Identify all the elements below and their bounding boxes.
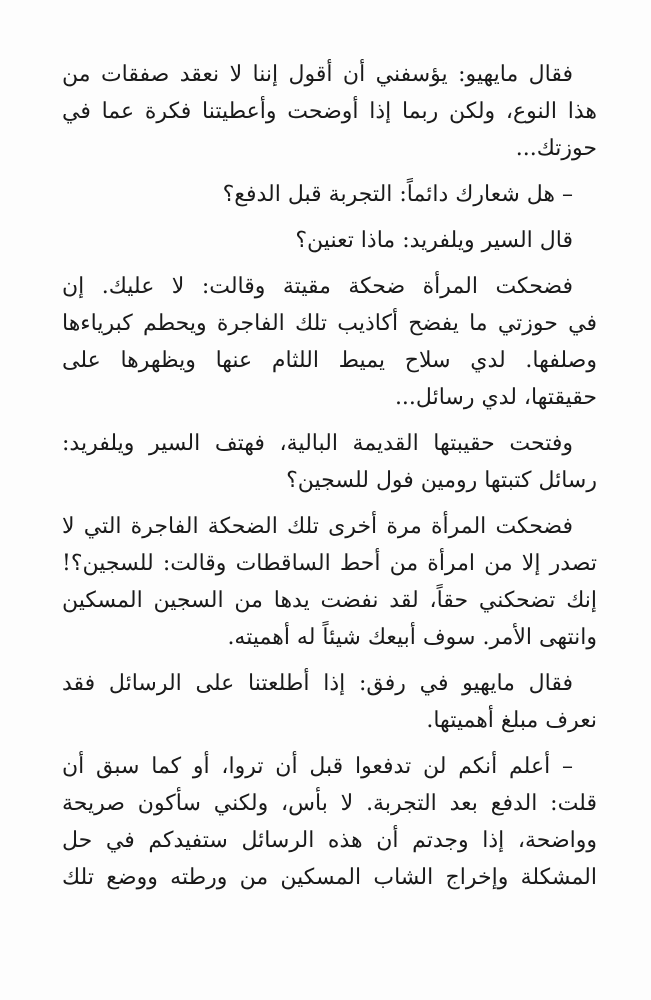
text-line: قلت: الدفع بعد التجربة. لا بأس، ولكني سأكون صريحة	[62, 791, 597, 816]
paragraph	[62, 176, 597, 213]
paragraph	[62, 268, 597, 416]
text-line: حقيقتها، لدي رسائل...	[394, 385, 597, 410]
text-line: نعرف مبلغ أهميتها.	[426, 708, 597, 733]
text-line: في حوزتي ما يفضح أكاذيب تلك الفاجرة ويحطم كبرياءها	[62, 311, 597, 336]
text-line: وصلفها. لدي سلاح يميط اللثام عنها ويظهرها على	[62, 348, 597, 373]
paragraph	[62, 425, 597, 499]
paragraph	[62, 748, 597, 896]
text-line: حوزتك...	[515, 136, 597, 161]
paragraph	[62, 222, 597, 259]
text-line: وانتهى الأمر. سوف أبيعك شيئاً له أهميته.	[227, 625, 597, 650]
text-line: تصدر إلا من امرأة من أحط الساقطات وقالت: للسجين؟!	[62, 551, 597, 576]
text-line: فضحكت المرأة ضحكة مقيتة وقالت: لا عليك. إن	[62, 274, 573, 299]
text-line: قال السير ويلفريد: ماذا تعنين؟	[295, 228, 573, 253]
paragraph	[62, 508, 597, 656]
text-line: هذا النوع، ولكن ربما إذا أوضحت وأعطيتنا فكرة عما في	[62, 99, 597, 124]
text-line: رسائل كتبتها رومين فول للسجين؟	[286, 468, 597, 493]
text-line: وفتحت حقيبتها القديمة البالية، فهتف السير ويلفريد:	[62, 431, 573, 456]
text-line: – أعلم أنكم لن تدفعوا قبل أن تروا، أو كما سبق أن	[62, 754, 573, 779]
paragraph	[62, 56, 597, 167]
text-line: فضحكت المرأة مرة أخرى تلك الضحكة الفاجرة التي لا	[62, 514, 573, 539]
text-line: فقال مايهيو في رفق: إذا أطلعتنا على الرسائل فقد	[62, 671, 573, 696]
paragraph	[62, 665, 597, 739]
text-line: وواضحة، إذا وجدتم أن هذه الرسائل ستفيدكم في حل	[62, 828, 597, 853]
text-line: المشكلة وإخراج الشاب المسكين من ورطته ووضع تلك	[62, 865, 597, 890]
text-line: إنك تضحكني حقاً، لقد نفضت يدها من السجين المسكين	[62, 588, 597, 613]
page-text	[62, 56, 597, 905]
text-line: – هل شعارك دائماً: التجربة قبل الدفع؟	[222, 182, 573, 207]
text-line: فقال مايهيو: يؤسفني أن أقول إننا لا نعقد صفقات من	[62, 62, 573, 87]
